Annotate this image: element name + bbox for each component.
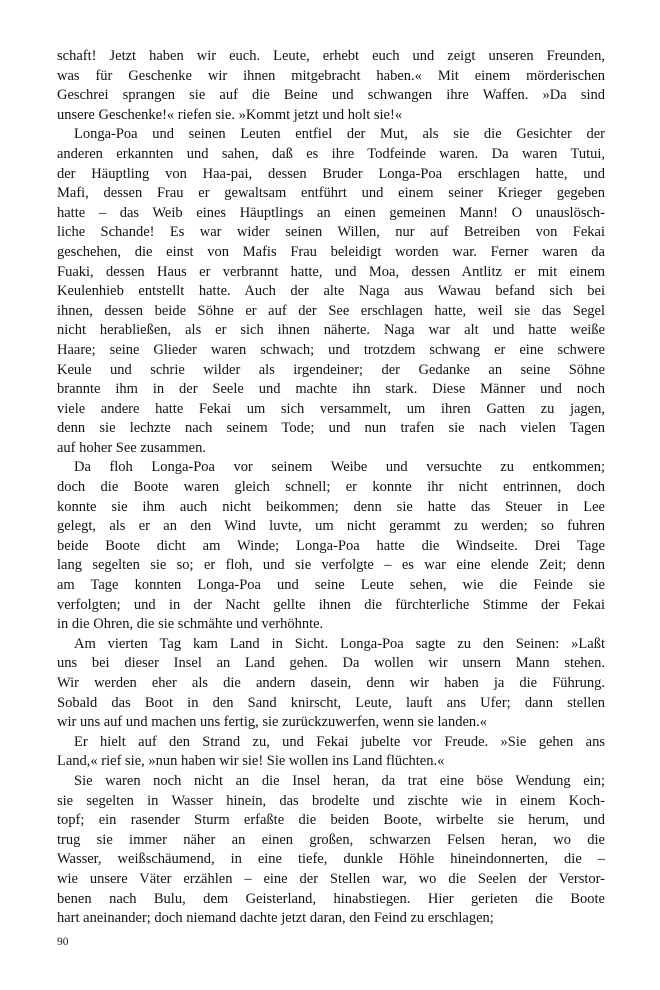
text-line: Longa-Poa und seinen Leuten entfiel der Mut, als sie die Gesichter der: [74, 126, 605, 143]
text-line: Wasser, weißschäumend, in eine tiefe, dunkle Höhle hineindonnerten, die –: [57, 851, 605, 868]
text-line: gelegt, als er an den Wind luvte, um nicht gerammt zu werden; so fuhren: [57, 518, 605, 535]
text-line: hart aneinander; doch niemand dachte jetzt daran, den Feind zu erschlagen;: [57, 910, 494, 927]
paragraph: [57, 772, 605, 929]
text-line: Fuaki, dessen Haus er verbrannt hatte, und Moa, dessen Antlitz er mit einem: [57, 263, 605, 280]
paragraph: [57, 733, 605, 772]
text-line: trug sie immer näher an einen großen, schwarzen Felsen heran, wo die: [57, 831, 605, 848]
text-line: konnte sie ihm auch nicht beikommen; denn sie hatte das Steuer in Lee: [57, 498, 605, 515]
text-line: am Tage konnten Longa-Poa und seine Leute sehen, wie die Feinde sie: [57, 577, 605, 594]
text-line: Er hielt auf den Strand zu, und Fekai jubelte vor Freude. »Sie gehen ans: [74, 733, 605, 750]
body-text: [57, 47, 605, 929]
text-line: Land,« rief sie, »nun haben wir sie! Sie wollen ins Land flüchten.«: [57, 753, 445, 770]
text-line: anderen erkannten und sahen, daß es ihre Todfeinde waren. Da waren Tutui,: [57, 145, 605, 162]
paragraph: [57, 47, 605, 125]
text-line: beide Boote dicht am Winde; Longa-Poa hatte die Windseite. Drei Tage: [57, 537, 605, 554]
text-line: Am vierten Tag kam Land in Sicht. Longa-Poa sagte zu den Seinen: »Laßt: [74, 635, 605, 652]
paragraph: [57, 125, 605, 458]
page-number: 90: [57, 936, 69, 948]
text-line: doch die Boote waren gleich schnell; er konnte ihr nicht entrinnen, doch: [57, 479, 605, 496]
text-line: Wir werden eher als die andern dasein, denn wir haben ja die Führung.: [57, 675, 605, 691]
text-line: lang segelten sie so; er floh, und sie verfolgte – es war eine elende Zeit; denn: [57, 557, 605, 574]
text-line: liche Schande! Es war wider seinen Willen, nur auf Betreiben von Fekai: [57, 224, 605, 241]
text-line: hatte – das Weib eines Häuptlings an einen gemeinen Mann! O unauslösch-: [57, 204, 605, 221]
text-line: Keulenhieb entstellt hatte. Auch der alte Naga aus Wawau befand sich bei: [57, 283, 605, 300]
text-line: der Häuptling von Haa-pai, dessen Bruder Longa-Poa erschlagen hatte, und: [57, 165, 605, 182]
text-line: auf hoher See zusammen.: [57, 439, 206, 456]
text-line: Sie waren noch nicht an die Insel heran, da trat eine böse Wendung ein;: [74, 772, 605, 789]
text-line: Haare; seine Glieder waren schwach; und trotzdem schwang er eine schwere: [57, 341, 605, 358]
text-line: uns bei dieser Insel an Land gehen. Da wollen wir unsern Mann stehen.: [57, 655, 605, 672]
paragraph: [57, 635, 605, 733]
text-line: nicht herabließen, als er sich ihnen näherte. Naga war alt und hatte weiße: [57, 322, 605, 339]
text-line: verfolgten; und in der Nacht gellte ihnen die fürchterliche Stimme der Fekai: [57, 596, 605, 613]
text-line: geschehen, die einst von Mafis Frau beleidigt worden war. Ferner waren da: [57, 243, 605, 260]
text-line: Geschrei sprangen sie auf die Beine und schwangen ihre Waffen. »Da sind: [57, 87, 605, 104]
text-line: Mafi, dessen Frau er gewaltsam entführt und einem seiner Krieger gegeben: [57, 185, 605, 202]
text-line: ihnen, dessen beide Söhne er auf der See erschlagen hatte, weil sie das Segel: [57, 302, 605, 319]
text-line: schaft! Jetzt haben wir euch. Leute, erhebt euch und zeigt unseren Freunden,: [57, 48, 605, 64]
text-line: in die Ohren, die sie schmähte und verhöhnte.: [57, 616, 324, 633]
text-line: brannte ihm in der Seele und machte ihn stark. Diese Männer und noch: [57, 381, 605, 398]
text-line: was für Geschenke wir ihnen mitgebracht haben.« Mit einem mörderischen: [57, 67, 605, 84]
text-line: denn sie lechzte nach seinem Tode; und nun trafen sie nach vielen Tagen: [57, 420, 605, 437]
text-line: Sobald das Boot in den Sand knirscht, Leute, lauft ans Ufer; dann stellen: [57, 694, 605, 711]
text-line: wie unsere Väter erzählen – eine der Stellen war, wo die Seelen der Verstor-: [57, 870, 605, 887]
text-line: Da floh Longa-Poa vor seinem Weibe und versuchte zu entkommen;: [74, 459, 605, 476]
paragraph: [57, 458, 605, 634]
text-line: viele andere hatte Fekai um sich versammelt, um ihren Gatten zu jagen,: [57, 400, 605, 417]
text-line: benen nach Bulu, dem Geisterland, hinabstiegen. Hier gerieten die Boote: [57, 890, 605, 907]
text-line: Keule und schrie wilder als irgendeiner; der Gedanke an seine Söhne: [57, 361, 605, 378]
text-line: unsere Geschenke!« riefen sie. »Kommt jetzt und holt sie!«: [57, 106, 403, 123]
text-line: sie segelten in Wasser hinein, das brodelte und zischte wie in einem Koch-: [57, 792, 605, 809]
text-line: wir uns auf und machen uns fertig, sie zurückzuwerfen, wenn sie landen.«: [57, 714, 488, 731]
text-line: topf; ein rasender Sturm erfaßte die beiden Boote, wirbelte sie herum, und: [57, 812, 605, 829]
